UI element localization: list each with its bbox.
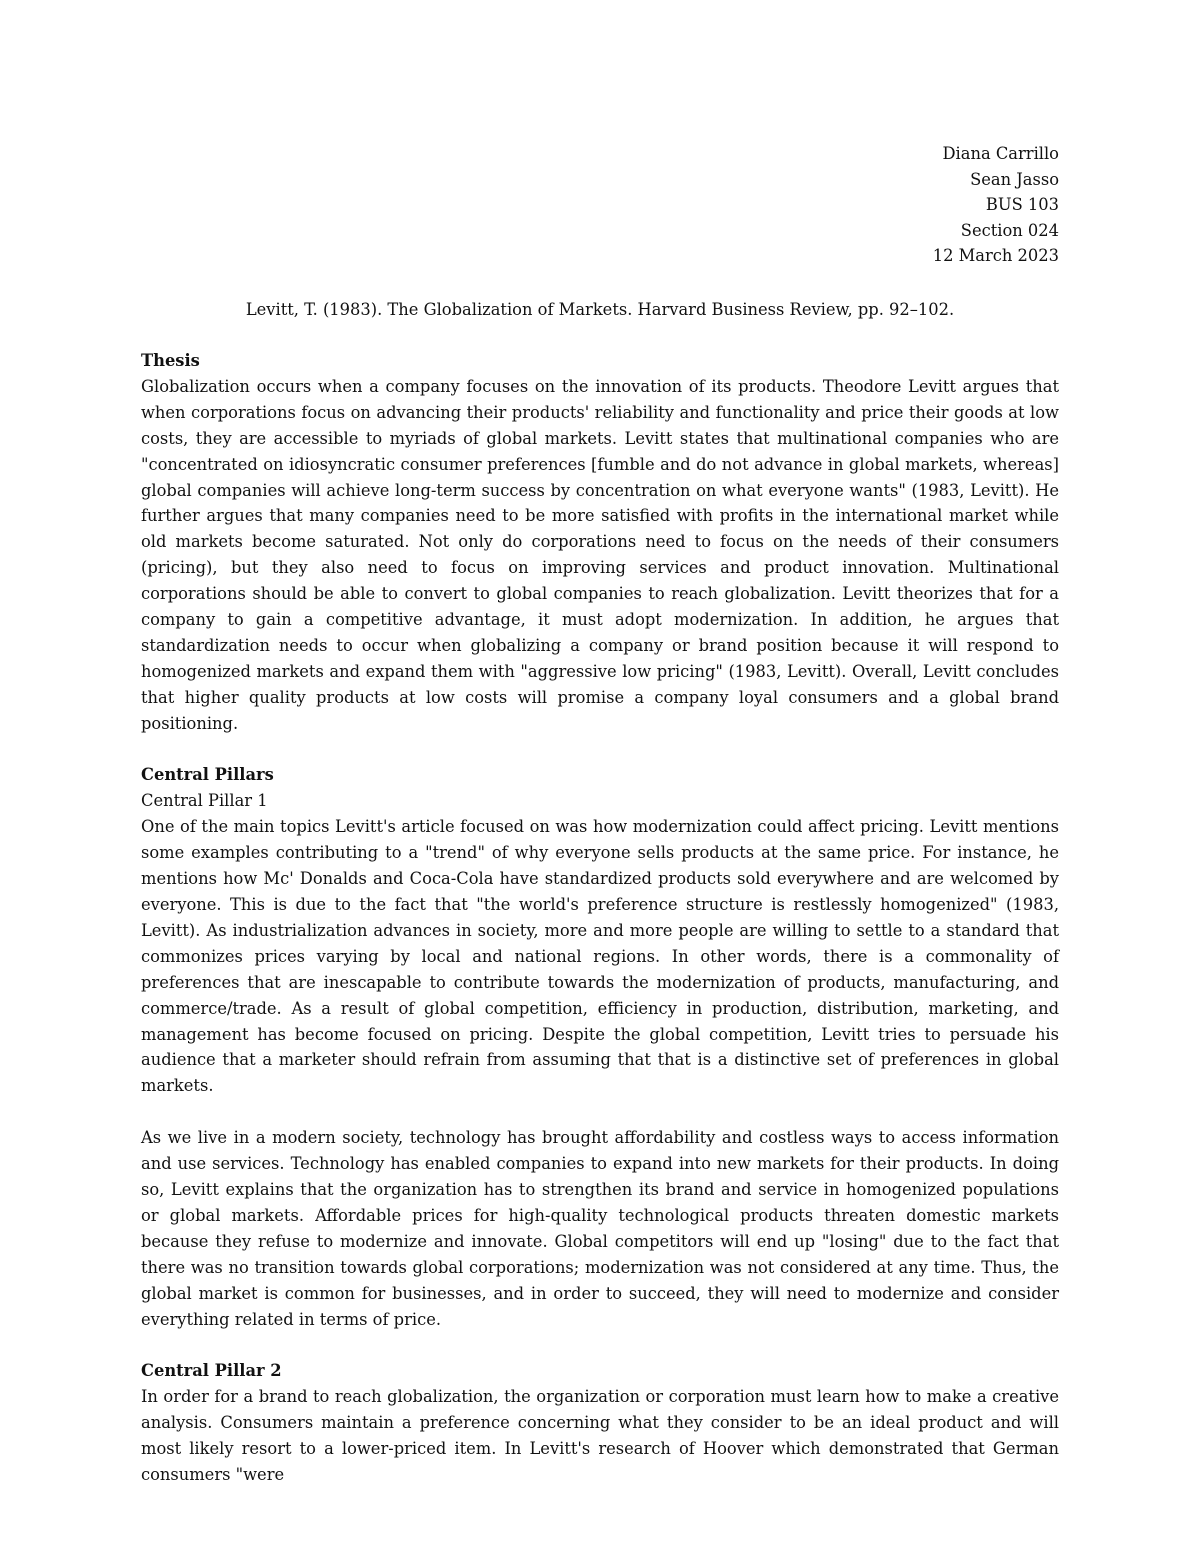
course-section: Section 024 [960, 220, 1059, 240]
author-name-1: Diana Carrillo [942, 144, 1059, 163]
central-pillar-2-paragraph: In order for a brand to reach globalization, the organization or corporation must learn how to make a creative analysis. Consumers maintain a preference concerning what they consider to be an ideal product and will most likely resort to a lower-priced item. In Levitt's research of Hoover which demonstrated that German consumers "were [141, 1387, 1059, 1484]
thesis-paragraph: Globalization occurs when a company focuses on the innovation of its products. Theodore Levitt argues that when corporations focus on advancing their products' reliability and functionality and price their goods at low costs, they are accessible to myriads of global markets. Levitt states that multinational companies who are "concentrated on idiosyncratic consumer preferences [fumble and do not advance in global markets, whereas] global companies will achieve long-term success by concentration on what everyone wants" (1983, Levitt). He further argues that many companies need to be more satisfied with profits in the international market while old markets become saturated. Not only do corporations need to focus on the needs of their consumers (pricing), but they also need to focus on improving services and product innovation. Multinational corporations should be able to convert to global companies to reach globalization. Levitt theorizes that for a company to gain a competitive advantage, it must adopt modernization. In addition, he argues that standardization needs to occur when globalizing a company or brand position because it will respond to homogenized markets and expand them with "aggressive low pricing" (1983, Levitt). Overall, Levitt concludes that higher quality products at low costs will promise a company loyal consumers and a global brand positioning. [141, 376, 1059, 733]
thesis-heading: Thesis [141, 351, 200, 370]
document-date: 12 March 2023 [932, 246, 1059, 266]
author-name-2: Sean Jasso [970, 169, 1059, 189]
central-pillar-1-paragraph-2: As we live in a modern society, technology has brought affordability and costless ways to access information and use services. Technology has enabled companies to expand into new markets for their products. In doing so, Levitt explains that the organization has to strengthen its brand and service in homogenized populations or global markets. Affordable prices for high-quality technological products threaten domestic markets because they refuse to modernize and innovate. Global competitors will end up "losing" due to the fact that there was no transition towards global corporations; modernization was not considered at any time. Thus, the global market is common for businesses, and in order to succeed, they will need to modernize and consider everything related in terms of price. [141, 1128, 1059, 1329]
central-pillar-1-label: Central Pillar 1 [141, 791, 268, 811]
central-pillars-heading: Central Pillars [141, 765, 274, 785]
central-pillar-1-paragraph-1: One of the main topics Levitt's article focused on was how modernization could affect pricing. Levitt mentions some examples contributing to a "trend" of why everyone sells products at the same price. For instance, he mentions how Mc' Donalds and Coca-Cola have standardized products sold everywhere and are welcomed by everyone. This is due to the fact that "the world's preference structure is restlessly homogenized" (1983, Levitt). As industrialization advances in society, more and more people are willing to settle to a standard that commonizes prices varying by local and national regions. In other words, there is a commonality of preferences that are inescapable to contribute towards the modernization of products, manufacturing, and commerce/trade. As a result of global competition, efficiency in production, distribution, marketing, and management has become focused on pricing. Despite the global competition, Levitt tries to persuade his audience that a marketer should refrain from assuming that that is a distinctive set of preferences in global markets. [141, 817, 1059, 1096]
paragraph-spacer [141, 1099, 1059, 1125]
author-header [933, 141, 1059, 269]
course-code: BUS 103 [985, 195, 1059, 215]
section-spacer [141, 737, 1059, 763]
document-body [141, 348, 1059, 1488]
section-spacer [141, 1332, 1059, 1358]
central-pillar-2-heading: Central Pillar 2 [141, 1361, 282, 1381]
article-citation: Levitt, T. (1983). The Globalization of Markets. Harvard Business Review, pp. 92–102. [245, 300, 955, 319]
